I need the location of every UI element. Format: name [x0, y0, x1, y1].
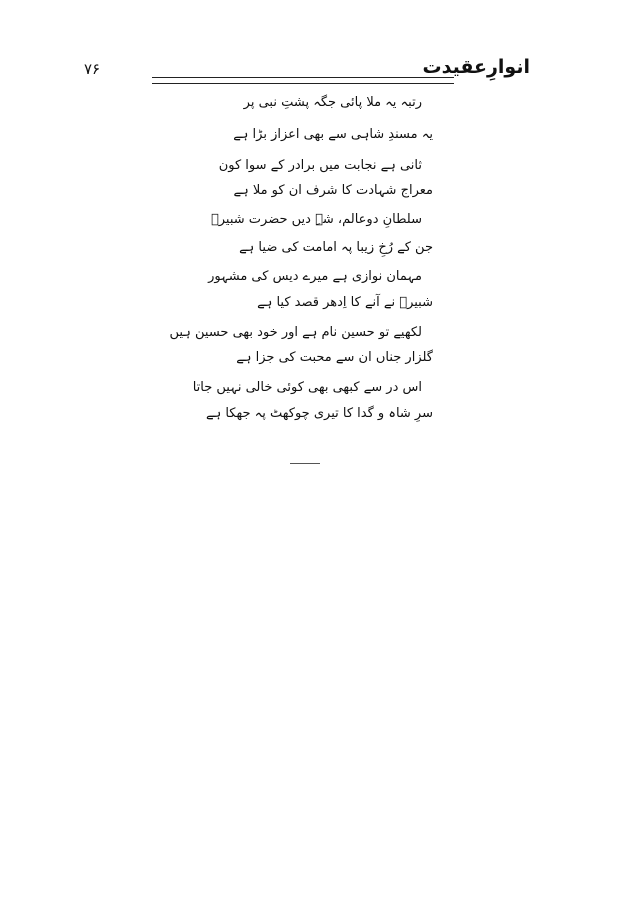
poem-line: معراج شہادت کا شرف ان کو ملا ہے [233, 183, 433, 198]
poem-line: یہ مسندِ شاہی سے بھی اعزاز بڑا ہے [233, 127, 433, 142]
running-title: انوارِعقیدت [422, 56, 530, 78]
poem-line: ثانی ہے نجابت میں برادر کے سوا کون [218, 158, 422, 173]
page-number: ۷۶ [84, 60, 101, 78]
poem-line: سرِ شاہ و گدا کا تیری چوکھٹ پہ جھکا ہے [205, 406, 433, 421]
poem-line: اس در سے کبھی بھی کوئی خالی نہیں جاتا [192, 380, 422, 395]
poem-line: گلزار جناں ان سے محبت کی جزا ہے [236, 350, 433, 365]
poem-line: سلطانِ دوعالم، شہِ دیں حضرت شبیرؑ [210, 212, 422, 227]
poem-line: لکھیے تو حسین نام ہے اور خود بھی حسین ہیں [169, 325, 422, 340]
poem-line: شبیرؑ نے آنے کا اِدھر قصد کیا ہے [257, 295, 433, 310]
poem-line: جن کے رُخِ زیبا پہ امامت کی ضیا ہے [239, 240, 433, 255]
header-double-rule [152, 77, 454, 84]
poem-line: مہمان نوازی ہے میرے دیس کی مشہور [208, 269, 422, 284]
poem-line: رتبہ یہ ملا پائی جگہ پشتِ نبی پر [243, 95, 422, 110]
section-end-rule [290, 463, 320, 464]
